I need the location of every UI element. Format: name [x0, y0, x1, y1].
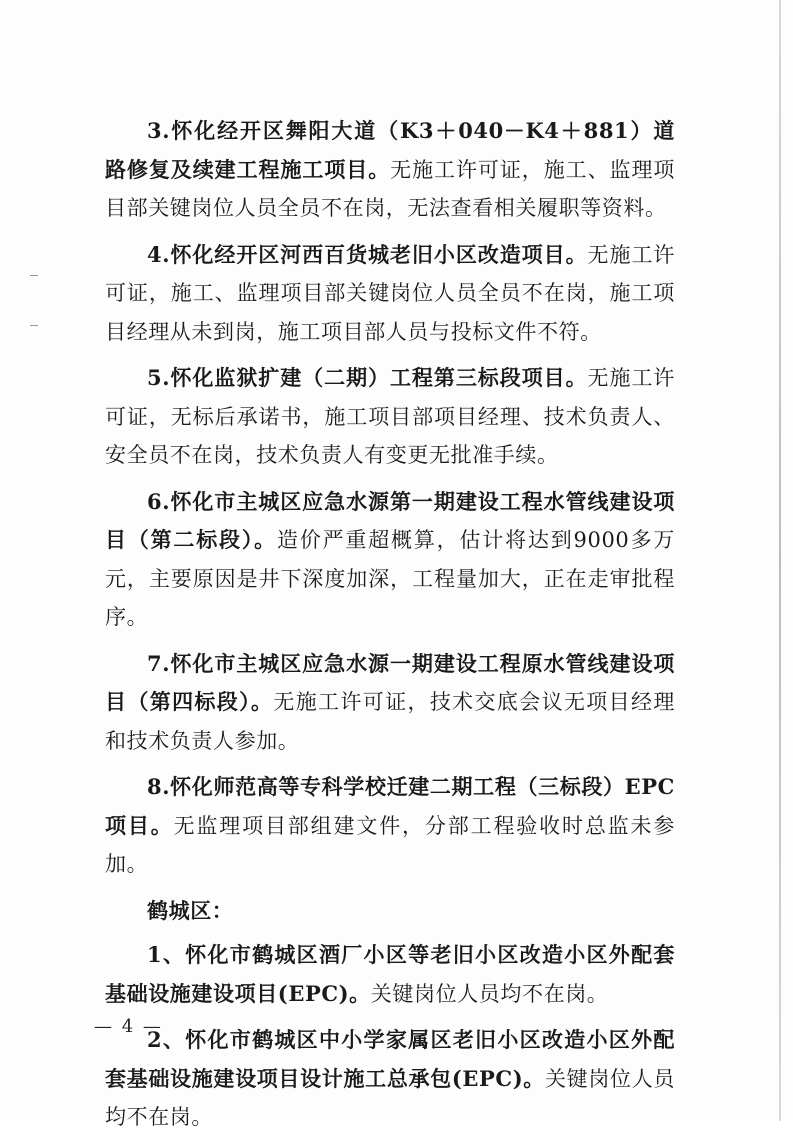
item-body: 无施工许可证，技术交底会议无项目经理和技术负责人参加。 [105, 690, 675, 753]
scan-edge [779, 0, 781, 1121]
list-item [105, 936, 675, 1013]
list-item [105, 1021, 675, 1137]
list-item [105, 236, 675, 352]
item-body: 无施工许可证，施工、监理项目部关键岗位人员全员不在岗，施工项目经理从未到岗，施工项目部人员与投标文件不符。 [105, 242, 675, 344]
page-number: — 4 — [94, 1016, 163, 1037]
document-body [105, 112, 675, 1145]
list-item [105, 645, 675, 761]
item-body: 关键岗位人员均不在岗。 [105, 1066, 675, 1129]
item-lead: 2、怀化市鹤城区中小学家属区老旧小区改造小区外配套基础设施建设项目设计施工总承包(EPC)。 [105, 1027, 675, 1091]
binding-mark [30, 275, 38, 276]
item-body: 造价严重超概算，估计将达到9000多万元，主要原因是井下深度加深，工程量加大，正在走审批程序。 [105, 528, 675, 629]
binding-mark [30, 325, 38, 326]
list-item [105, 483, 675, 637]
item-lead: 3.怀化经开区舞阳大道（K3＋040－K4＋881）道路修复及续建工程施工项目。 [105, 118, 675, 182]
item-body: 无施工许可证，无标后承诺书，施工项目部项目经理、技术负责人、安全员不在岗，技术负责人有变更无批准手续。 [105, 366, 675, 467]
item-lead: 5.怀化监狱扩建（二期）工程第三标段项目。 [147, 365, 588, 390]
item-body: 关键岗位人员均不在岗。 [370, 981, 609, 1006]
item-lead: 6.怀化市主城区应急水源第一期建设工程水管线建设项目（第二标段）。 [105, 488, 675, 552]
item-lead: 4.怀化经开区河西百货城老旧小区改造项目。 [147, 241, 588, 267]
item-lead: 7.怀化市主城区应急水源一期建设工程原水管线建设项目（第四标段）。 [105, 650, 675, 714]
item-lead: 8.怀化师范高等专科学校迁建二期工程（三标段）EPC项目。 [105, 774, 675, 838]
section-heading: 鹤城区： [147, 897, 234, 923]
list-item [105, 768, 675, 884]
list-item [105, 112, 675, 228]
item-body: 无施工许可证，施工、监理项目部关键岗位人员全员不在岗，无法查看相关履职等资料。 [105, 157, 675, 220]
item-lead: 1、怀化市鹤城区酒厂小区等老旧小区改造小区外配套基础设施建设项目(EPC)。 [105, 942, 675, 1006]
item-body: 无监理项目部组建文件，分部工程验收时总监未参加。 [105, 813, 675, 876]
list-item [105, 359, 675, 475]
